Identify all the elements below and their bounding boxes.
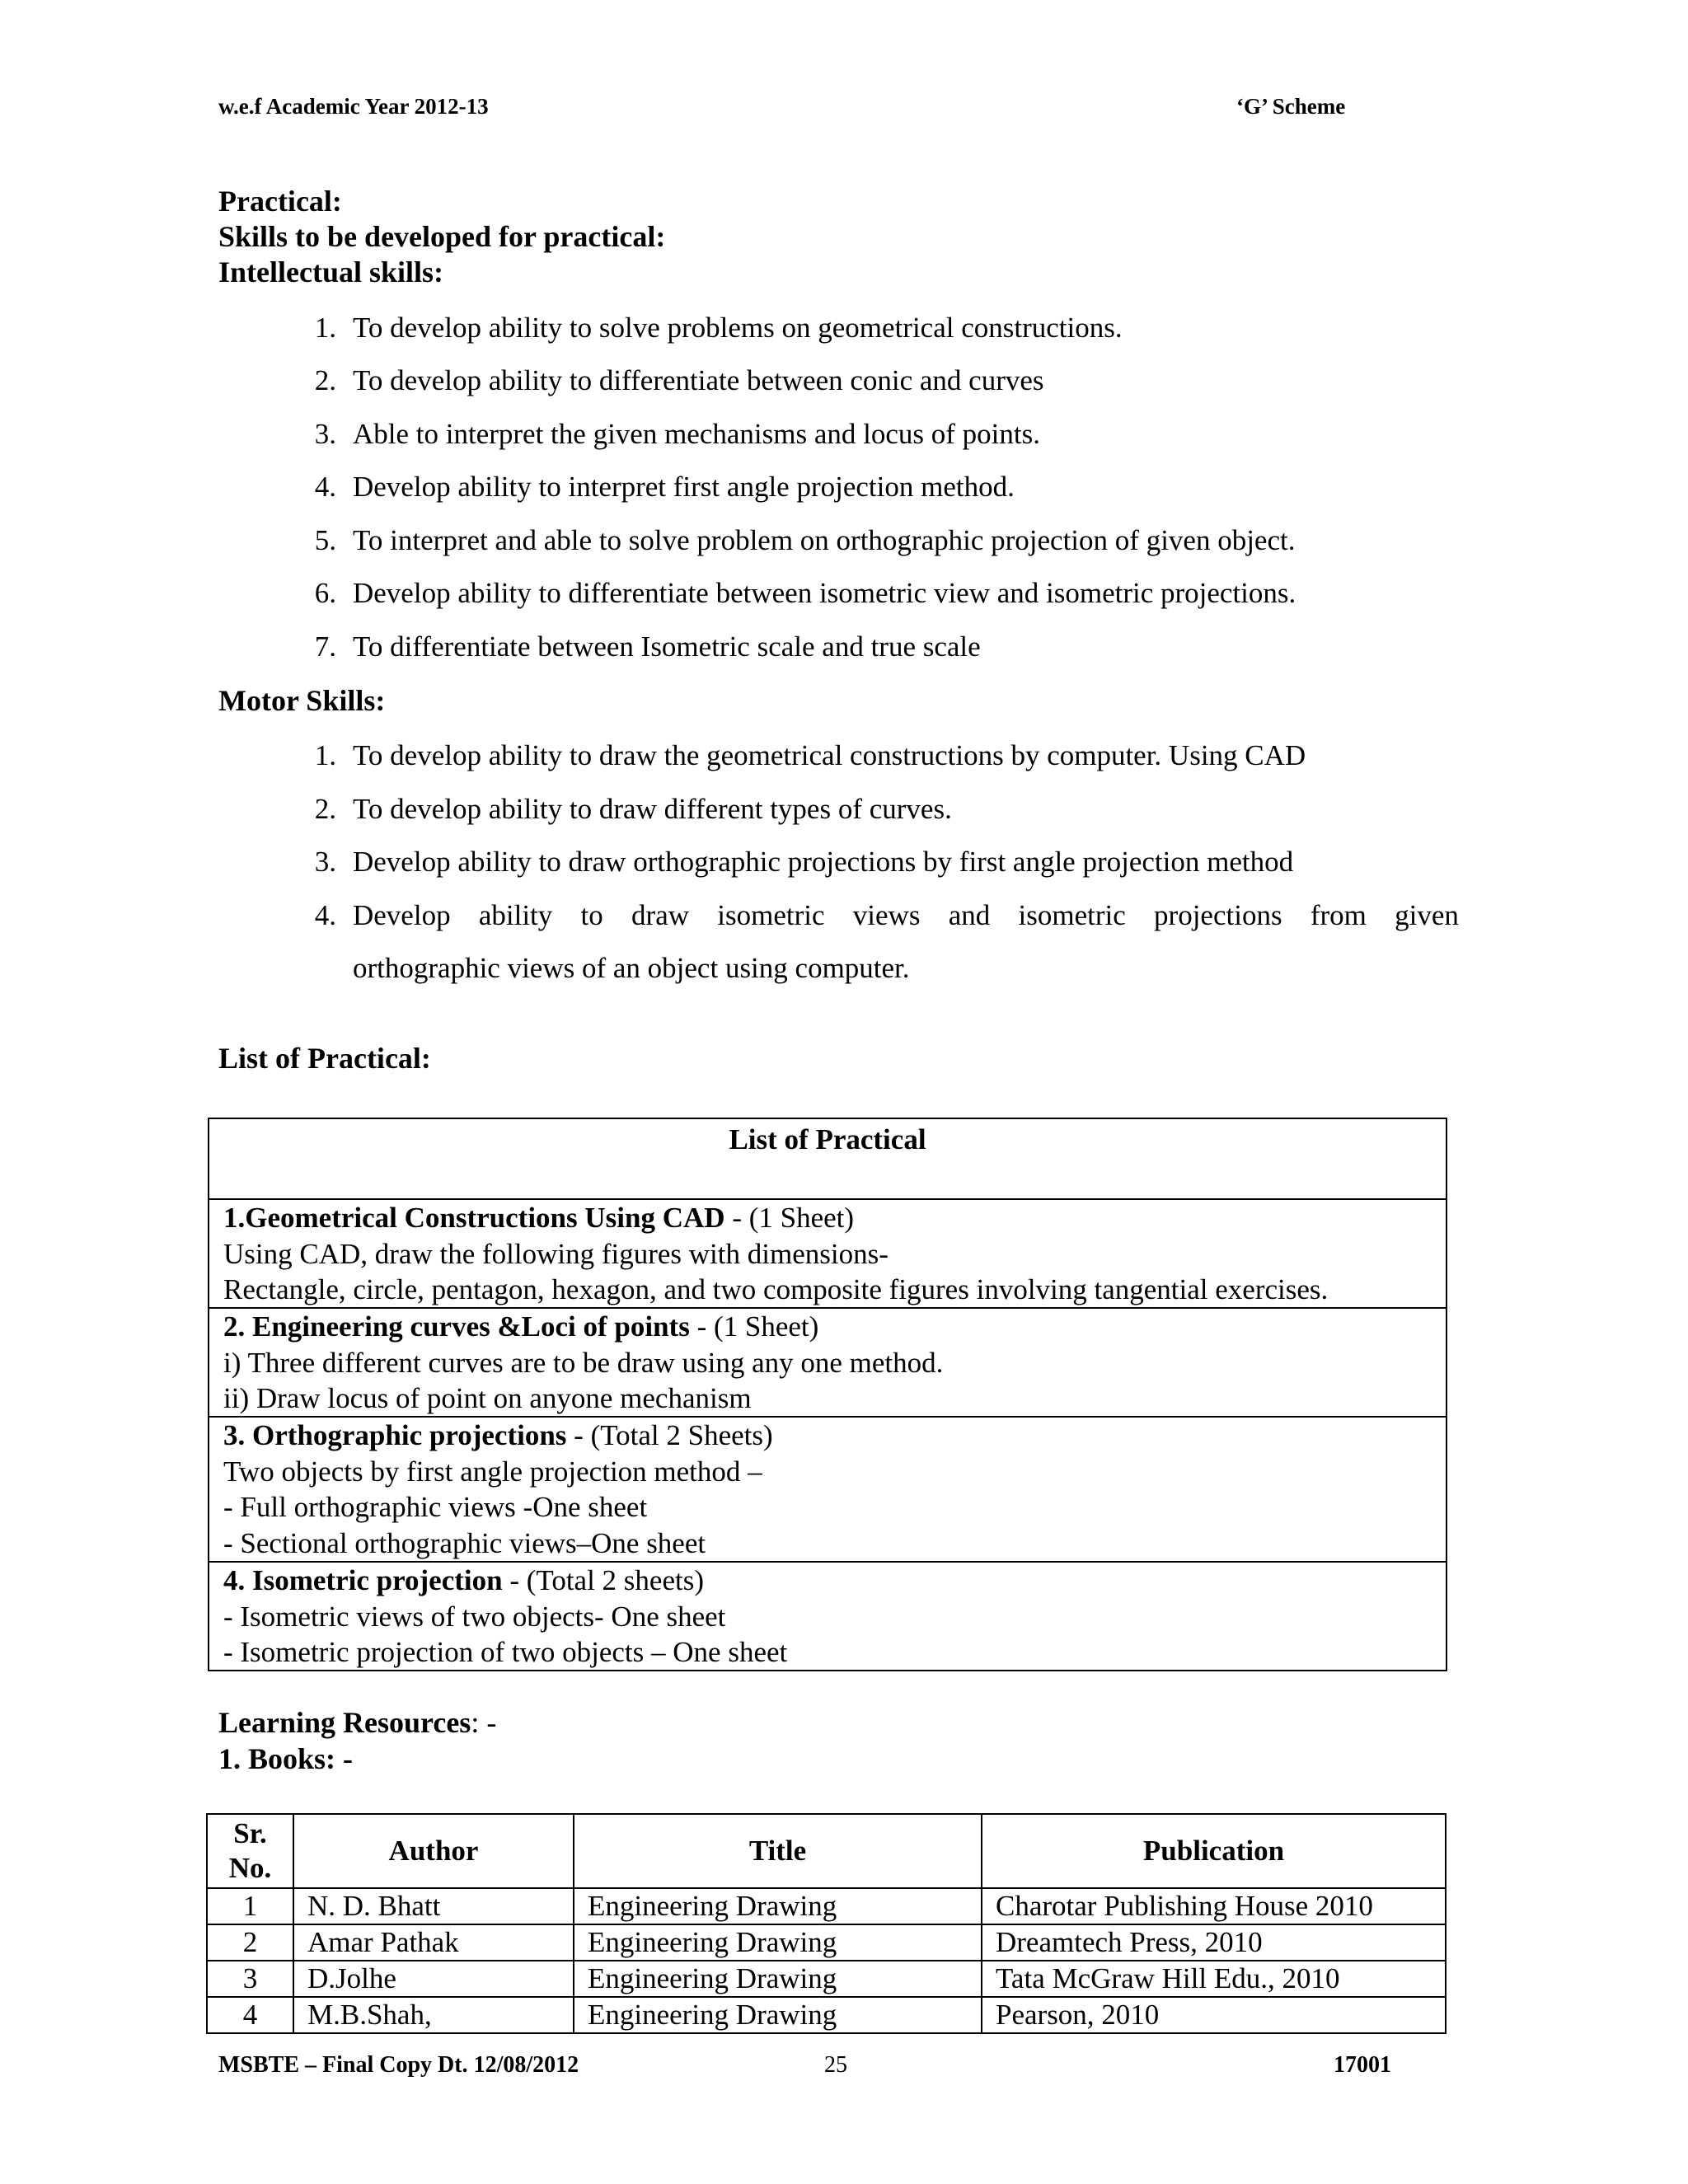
header-left: w.e.f Academic Year 2012-13: [218, 94, 489, 119]
justified-line: [353, 898, 1459, 934]
footer-right: 17001: [1334, 2052, 1391, 2078]
word: to: [580, 899, 603, 931]
header-sr-no: Sr. No.: [207, 1814, 293, 1888]
table-header: List of Practical: [729, 1123, 926, 1155]
page-number: 25: [824, 2052, 847, 2078]
table-row: 2. Engineering curves &Loci of points - (1 Sheet) i) Three different curves are to be draw using any one method. ii) Draw locus of point on anyone mechanism: [209, 1307, 1446, 1416]
list-of-practical-heading: List of Practical:: [218, 1042, 431, 1075]
word: Develop: [353, 899, 451, 931]
word: isometric: [1018, 899, 1126, 931]
learning-resources-heading: Learning Resources: -: [218, 1706, 497, 1739]
table-row: 2 Amar Pathak Engineering Drawing Dreamtech Press, 2010: [207, 1924, 1446, 1961]
table-row: 4 M.B.Shah, Engineering Drawing Pearson, 2010: [207, 1997, 1446, 2033]
header-title: Title: [574, 1814, 982, 1888]
table-row: 1.Geometrical Constructions Using CAD - (1 Sheet) Using CAD, draw the following figures with dimensions- Rectangle, circle, pentagon, hexagon, and two composite figures involving tangential exercises.: [209, 1198, 1446, 1307]
skills-heading: Skills to be developed for practical:: [218, 220, 666, 253]
word: given: [1395, 899, 1459, 931]
table-header-row: [207, 1814, 1446, 1888]
word: projections: [1154, 899, 1282, 931]
table-row: 3. Orthographic projections - (Total 2 Sheets) Two objects by first angle projection method – - Full orthographic views -One sheet - Sectional orthographic views–One sheet: [209, 1416, 1446, 1561]
books-table: [206, 1813, 1447, 2034]
intellectual-heading: Intellectual skills:: [218, 255, 444, 288]
table-row: 3 D.Jolhe Engineering Drawing Tata McGraw Hill Edu., 2010: [207, 1961, 1446, 1997]
practical-heading: Practical:: [218, 185, 342, 218]
word: draw: [631, 899, 690, 931]
motor-heading: Motor Skills:: [218, 684, 386, 717]
header-publication: Publication: [982, 1814, 1446, 1888]
header-right: ‘G’ Scheme: [1236, 94, 1346, 119]
word: from: [1310, 899, 1367, 931]
word: views: [852, 899, 921, 931]
header-author: Author: [293, 1814, 574, 1888]
practical-table: [208, 1118, 1447, 1671]
books-heading: 1. Books: -: [218, 1742, 354, 1775]
word: ability: [478, 899, 553, 931]
word: and: [948, 899, 991, 931]
table-row: 1 N. D. Bhatt Engineering Drawing Charotar Publishing House 2010: [207, 1888, 1446, 1924]
word: isometric: [717, 899, 825, 931]
table-row: 4. Isometric projection - (Total 2 sheets) - Isometric views of two objects- One sheet - Isometric projection of two objects – One sheet: [209, 1561, 1446, 1670]
footer-left: MSBTE – Final Copy Dt. 12/08/2012: [218, 2052, 579, 2078]
